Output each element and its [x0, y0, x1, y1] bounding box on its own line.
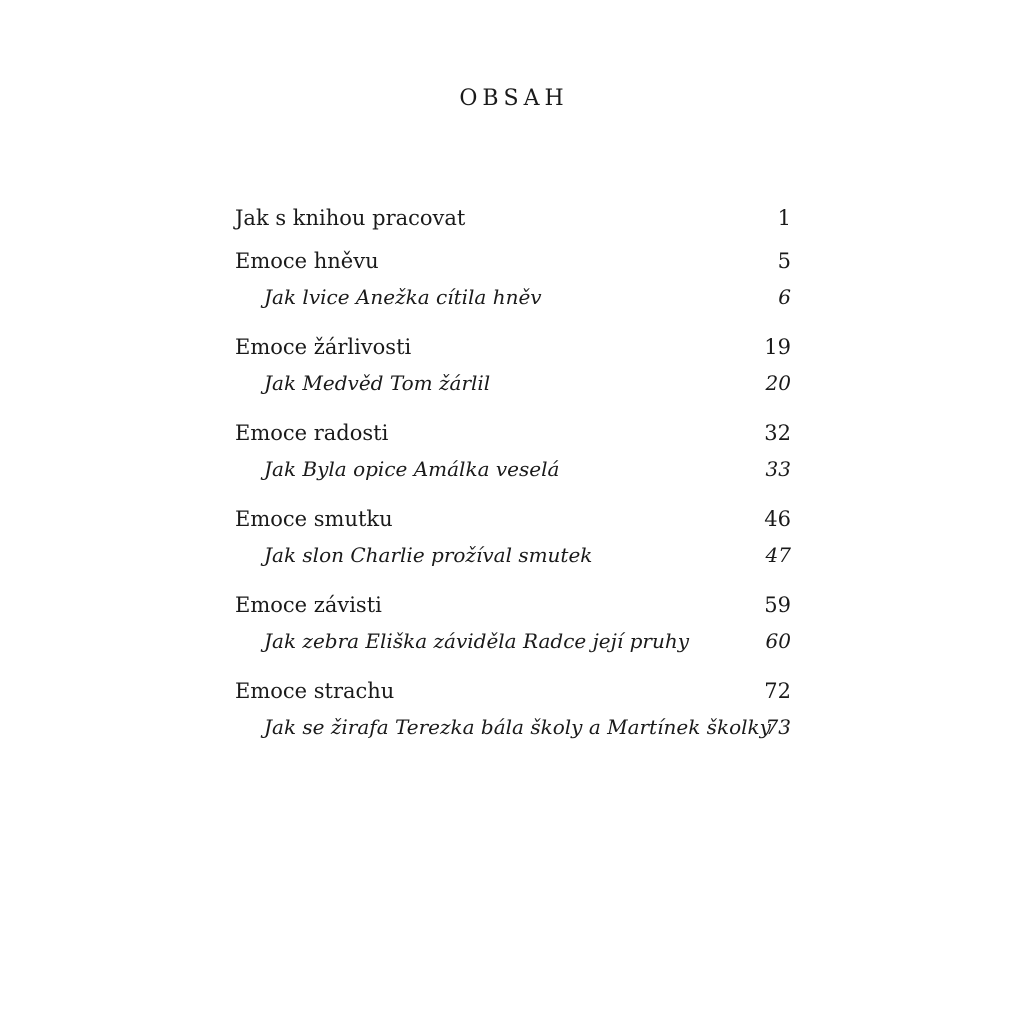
toc-subentry-page: 20	[765, 371, 791, 395]
toc-group-hnev	[235, 243, 791, 315]
toc-entry-page: 32	[764, 421, 791, 445]
toc-subentry	[235, 365, 791, 401]
toc-entry-page: 19	[764, 335, 791, 359]
toc-entry	[235, 415, 791, 451]
toc-entry-page: 72	[764, 679, 791, 703]
toc-subentry-page: 60	[765, 629, 791, 653]
toc-entry	[235, 673, 791, 709]
toc-entry-page: 59	[764, 593, 791, 617]
toc-entry-label: Emoce strachu	[235, 679, 395, 703]
toc-entry-label: Emoce hněvu	[235, 249, 379, 273]
toc-entry-page: 1	[777, 206, 791, 230]
toc-subentry-label: Jak Byla opice Amálka veselá	[264, 457, 560, 481]
toc-entry-label: Emoce smutku	[235, 507, 393, 531]
toc-subentry-page: 73	[765, 715, 791, 739]
toc-subentry-page: 47	[765, 543, 791, 567]
toc-entry-label: Emoce žárlivosti	[235, 335, 412, 359]
toc-entry	[235, 587, 791, 623]
toc-entry-label: Emoce závisti	[235, 593, 382, 617]
toc-group-smutek	[235, 501, 791, 573]
toc-entry-page: 5	[777, 249, 791, 273]
toc-group-radost	[235, 415, 791, 487]
toc-entry	[235, 329, 791, 365]
table-of-contents	[235, 200, 791, 759]
toc-subentry-label: Jak zebra Eliška záviděla Radce její pruhy	[264, 629, 690, 653]
toc-entry	[235, 243, 791, 279]
toc-subentry	[235, 537, 791, 573]
toc-subentry-label: Jak lvice Anežka cítila hněv	[264, 285, 542, 309]
toc-subentry-label: Jak slon Charlie prožíval smutek	[264, 543, 593, 567]
toc-entry	[235, 501, 791, 537]
toc-subentry-page: 33	[765, 457, 791, 481]
toc-subentry-page: 6	[778, 285, 791, 309]
toc-entry-page: 46	[764, 507, 791, 531]
toc-subentry-label: Jak Medvěd Tom žárlil	[264, 371, 491, 395]
toc-entry-label: Emoce radosti	[235, 421, 389, 445]
toc-entry-label: Jak s knihou pracovat	[235, 206, 466, 230]
toc-subentry	[235, 623, 791, 659]
toc-subentry-label: Jak se žirafa Terezka bála školy a Martínek školky	[264, 715, 771, 739]
toc-entry	[235, 200, 791, 236]
toc-group-zavist	[235, 587, 791, 659]
toc-group-zarlivost	[235, 329, 791, 401]
toc-group-strach	[235, 673, 791, 745]
page-title: OBSAH	[459, 86, 569, 111]
toc-subentry	[235, 709, 791, 745]
toc-group-intro	[235, 200, 791, 236]
toc-subentry	[235, 451, 791, 487]
toc-subentry	[235, 279, 791, 315]
